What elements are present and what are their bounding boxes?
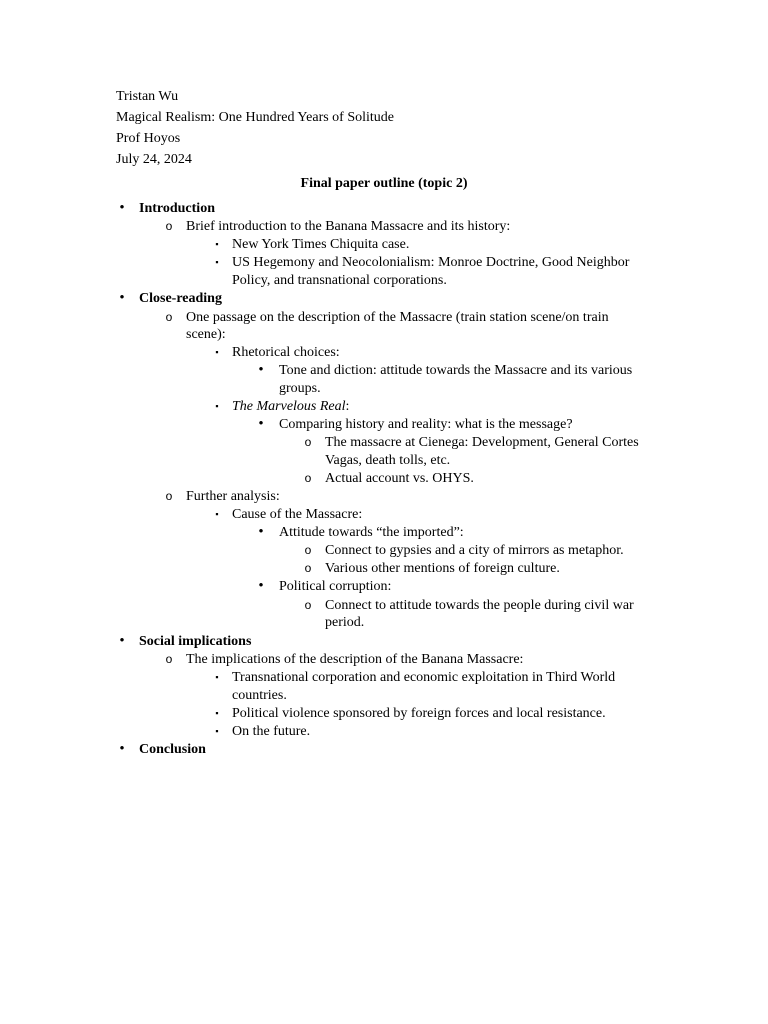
- bullet-circle-icon: o: [304, 561, 312, 576]
- outline-item-text: Actual account vs. OHYS.: [325, 470, 474, 486]
- outline-item: [165, 218, 644, 236]
- bullet-square-icon: ▪: [215, 347, 219, 358]
- outline-item-text: Political corruption:: [279, 579, 392, 595]
- outline-item: [258, 524, 644, 542]
- outline-item-text: Various other mentions of foreign culture.: [325, 561, 560, 577]
- bullet-circle-icon: o: [304, 470, 312, 485]
- professor-name: Prof Hoyos: [116, 131, 181, 146]
- bullet-square-icon: ▪: [215, 257, 219, 268]
- outline-item-text: Attitude towards “the imported”:: [279, 525, 464, 541]
- bullet-square-icon: ▪: [215, 239, 219, 250]
- bullet-disc-icon: •: [258, 524, 264, 541]
- outline-item: [304, 597, 644, 632]
- outline-item: [215, 723, 644, 741]
- outline-item-text: Comparing history and reality: what is the message?: [279, 417, 573, 433]
- bullet-disc-icon: •: [119, 290, 125, 307]
- bullet-circle-icon: o: [165, 651, 173, 666]
- section-heading: Introduction: [139, 201, 215, 216]
- bullet-square-icon: ▪: [215, 707, 219, 718]
- outline-item: [258, 578, 644, 596]
- outline-item-text: New York Times Chiquita case.: [232, 237, 410, 253]
- outline-item: [215, 398, 644, 416]
- outline-item-text: Political violence sponsored by foreign forces and local resistance.: [232, 705, 606, 721]
- outline-section-close-reading: [119, 290, 644, 308]
- outline-item: [165, 309, 644, 344]
- outline-item: [258, 416, 644, 434]
- outline-item-text: The massacre at Cienega: Development, General Cortes Vagas, death tolls, etc.: [325, 435, 639, 468]
- outline-item: [165, 651, 644, 669]
- outline-item: [304, 434, 644, 469]
- document-date: July 24, 2024: [116, 152, 192, 167]
- bullet-disc-icon: •: [119, 632, 125, 649]
- outline-item-text: The implications of the description of the Banana Massacre:: [186, 651, 524, 667]
- outline-section-conclusion: [119, 741, 644, 759]
- outline-item-text: Transnational corporation and economic exploitation in Third World countries.: [232, 669, 616, 703]
- bullet-square-icon: ▪: [215, 509, 219, 520]
- outline-item-text: Rhetorical choices:: [232, 345, 340, 361]
- outline-section-introduction: [119, 200, 644, 218]
- bullet-circle-icon: o: [165, 489, 173, 503]
- outline-item-text: Tone and diction: attitude towards the Massacre and its various groups.: [279, 363, 633, 396]
- outline-item: [304, 560, 644, 578]
- section-heading: Social implications: [139, 633, 252, 649]
- outline-item: [215, 705, 644, 723]
- document-title: Final paper outline (topic 2): [300, 176, 468, 191]
- section-heading: Conclusion: [139, 742, 206, 758]
- outline-item: [165, 488, 644, 506]
- outline-item: [304, 470, 644, 488]
- bullet-circle-icon: o: [165, 219, 173, 234]
- outline-item-text: One passage on the description of the Massacre (train station scene/on train scene):: [186, 309, 609, 343]
- bullet-disc-icon: •: [258, 416, 264, 433]
- outline-item-text: On the future.: [232, 723, 311, 739]
- bullet-square-icon: ▪: [215, 725, 219, 736]
- colon: :: [345, 399, 350, 415]
- outline-item-text: Connect to gypsies and a city of mirrors as metaphor.: [325, 543, 624, 559]
- outline-item-text: US Hegemony and Neocolonialism: Monroe Doctrine, Good Neighbor Policy, and transnational corporations.: [232, 255, 630, 288]
- bullet-disc-icon: •: [119, 741, 125, 758]
- outline-item: [215, 669, 644, 704]
- outline-item-text: [232, 398, 644, 416]
- outline-item: [215, 344, 644, 362]
- outline-item-text: Brief introduction to the Banana Massacre and its history:: [186, 219, 511, 235]
- outline-item-text: Connect to attitude towards the people during civil war period.: [325, 597, 634, 631]
- outline-item-text: Cause of the Massacre:: [232, 507, 363, 523]
- bullet-circle-icon: o: [304, 435, 312, 450]
- outline-item: [215, 506, 644, 524]
- outline-item: [215, 236, 644, 254]
- bullet-disc-icon: •: [119, 200, 125, 216]
- outline-item: [304, 542, 644, 560]
- bullet-circle-icon: o: [165, 309, 173, 324]
- bullet-circle-icon: o: [304, 597, 312, 612]
- bullet-square-icon: ▪: [215, 401, 219, 412]
- bullet-circle-icon: o: [304, 543, 312, 558]
- document-header: [116, 86, 656, 170]
- outline-item: [258, 362, 644, 397]
- bullet-square-icon: ▪: [215, 671, 219, 682]
- outline-item-text: Further analysis:: [186, 489, 280, 504]
- author-name: Tristan Wu: [116, 89, 179, 104]
- bullet-disc-icon: •: [258, 362, 264, 379]
- bullet-disc-icon: •: [258, 578, 264, 595]
- italic-title: The Marvelous Real: [232, 399, 346, 415]
- course-name: Magical Realism: One Hundred Years of Solitude: [116, 110, 395, 125]
- outline: [0, 199, 768, 759]
- outline-section-social-implications: [119, 632, 644, 651]
- section-heading: Close-reading: [139, 291, 222, 307]
- outline-item: [215, 254, 644, 289]
